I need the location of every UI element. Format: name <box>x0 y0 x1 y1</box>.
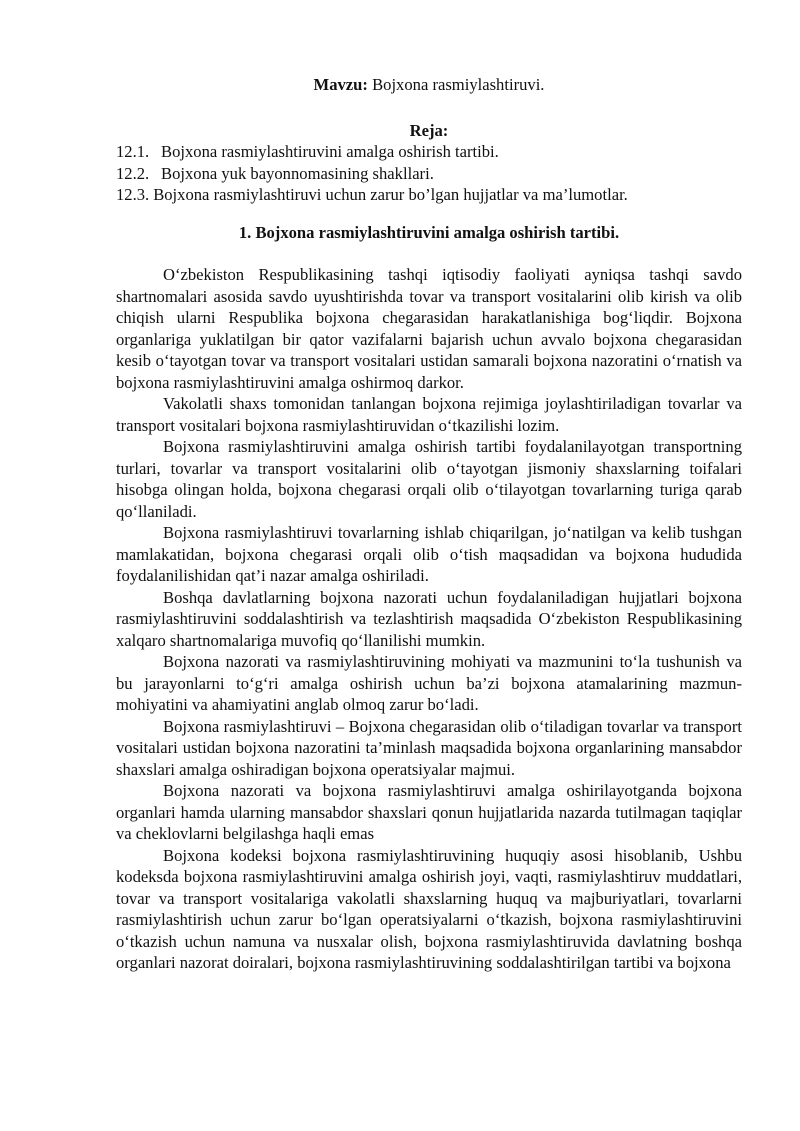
topic-text: Bojxona rasmiylashtiruvi. <box>372 75 545 94</box>
plan-item-text: Bojxona rasmiylashtiruvi uchun zarur bo’lgan hujjatlar va ma’lumotlar. <box>153 185 628 204</box>
plan-item <box>116 184 742 206</box>
plan-item <box>116 163 742 185</box>
plan-item-number: 12.1. <box>116 142 150 161</box>
paragraph: O‘zbekiston Respublikasining tashqi iqtisodiy faoliyati ayniqsa tashqi savdo shartnomalari asosida savdo uyushtirishda tovar va transport vositalarini olib kirish va olib chiqish ularni Respublika bojxona chegarasidan harakatlanishiga bog‘liqdir. Bojxona organlariga yuklatilgan bir qator vazifalarni bajarish uchun avvalo bojxona chegarasidan kesib o‘tayotgan tovar va transport vositalari ustidan samarali bojxona nazoratini o‘rnatish va bojxona rasmiylashtiruvini amalga oshirmoq darkor. <box>116 265 742 392</box>
plan-title: Reja: <box>409 120 449 140</box>
plan-item <box>116 141 742 163</box>
plan-list <box>116 141 742 206</box>
paragraph: Bojxona rasmiylashtiruvini amalga oshirish tartibi foydalanilayotgan transportning turlari, tovarlar va transport vositalarini olib o‘tayotgan jismoniy shaxslarning toifalari hisobga olingan holda, bojxona chegarasi orqali olib o‘tilayotgan tovarlarning turiga qarab qo‘llaniladi. <box>116 437 742 521</box>
section-body <box>116 264 742 974</box>
paragraph: Bojxona nazorati va rasmiylashtiruvining mohiyati va mazmunini to‘la tushunish va bu jarayonlarni to‘g‘ri amalga oshirish uchun ba’zi bojxona atamalarining mazmun-mohiyatini va ahamiyatini anglab olmoq zarur bo‘ladi. <box>116 652 742 714</box>
paragraph: Bojxona rasmiylashtiruvi tovarlarning ishlab chiqarilgan, jo‘natilgan va kelib tushgan mamlakatidan, bojxona chegarasi orqali olib o‘tish maqsadidan va bojxona hududida foydalanilishidan qat’i nazar amalga oshiriladi. <box>116 523 742 585</box>
topic-line <box>116 74 742 96</box>
paragraph: Bojxona rasmiylashtiruvi – Bojxona chegarasidan olib o‘tiladigan tovarlar va transport vositalari ustidan bojxona nazoratini ta’minlash maqsadida bojxona organlarining mansabdor shaxslari amalga oshiradigan bojxona operatsiyalar majmui. <box>116 716 742 779</box>
paragraph: Vakolatli shaxs tomonidan tanlangan bojxona rejimiga joylashtiriladigan tovarlar va transport vositalari bojxona rasmiylashtiruvidan o‘tkazilishi lozim. <box>116 394 742 435</box>
plan-item-text: Bojxona yuk bayonnomasining shakllari. <box>161 163 434 183</box>
paragraph: Bojxona kodeksi bojxona rasmiylashtiruvining huquqiy asosi hisoblanib, Ushbu kodeksda bojxona rasmiylashtiruvini amalga oshirish joyi, vaqti, rasmiylashtiruv muddatlari, tovar va transport vositalariga vakolatli shaxslarning huquq va majburiyatlari, tovarlarni rasmiylashtirish uchun zarur bo‘lgan operatsiyalarni o‘tkazish, bojxona rasmiylashtiruvini o‘tkazish uchun namuna va nusxalar olish, bojxona rasmiylashtiruvida davlatning boshqa organlari nazorat doiralari, bojxona rasmiylashtiruvining soddalashtirilgan tartibi va bojxona <box>116 845 742 972</box>
document-content <box>116 74 742 974</box>
plan-item-number: 12.2. <box>116 163 150 183</box>
paragraph: Bojxona nazorati va bojxona rasmiylashtiruvi amalga oshirilayotganda bojxona organlari hamda ularning mansabdor shaxslari qonun hujjatlarida nazarda tutilmagan taqiqlar va cheklovlarni belgilashga haqli emas <box>116 781 742 843</box>
topic-label: Mavzu: <box>313 75 368 94</box>
section-heading: 1. Bojxona rasmiylashtiruvini amalga oshirish tartibi. <box>238 222 620 242</box>
plan-item-text: Bojxona rasmiylashtiruvini amalga oshirish tartibi. <box>161 142 499 161</box>
plan-item-number: 12.3. <box>116 185 150 204</box>
paragraph: Boshqa davlatlarning bojxona nazorati uchun foydalaniladigan hujjatlari bojxona rasmiylashtiruvini soddalashtirish va tezlashtirish maqsadida O‘zbekiston Respublikasining xalqaro shartnomalariga muvofiq qo‘llanilishi mumkin. <box>116 587 742 650</box>
